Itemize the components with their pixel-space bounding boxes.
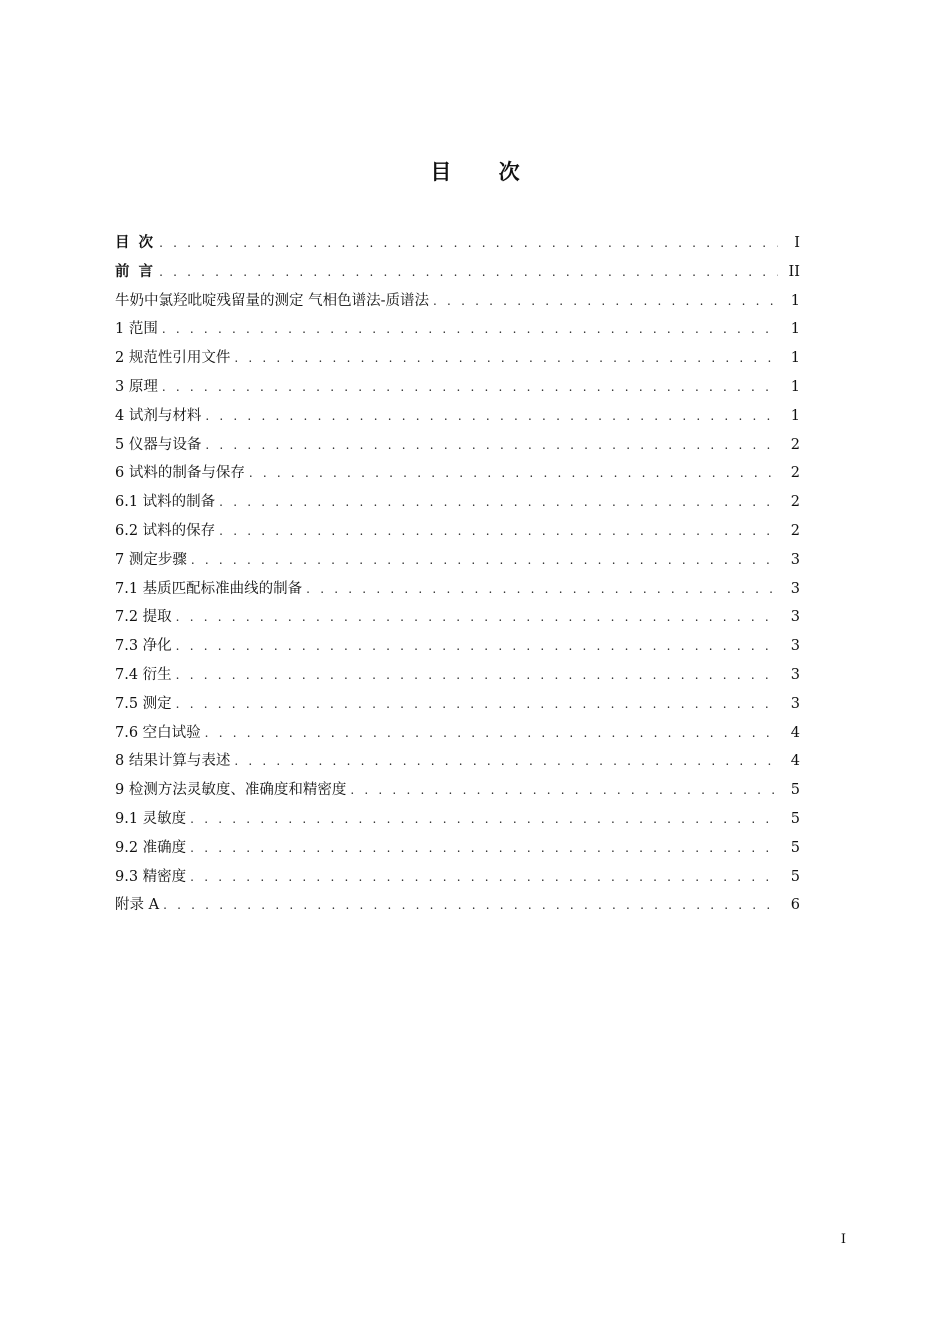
- toc-entry-page: 3: [790, 551, 800, 568]
- toc-dot-leader: [219, 488, 778, 517]
- toc-entry-contents[interactable]: [115, 229, 800, 258]
- toc-entry-label: 9 检测方法灵敏度、准确度和精密度: [115, 776, 346, 805]
- toc-entry-label: 8 结果计算与表述: [115, 747, 230, 776]
- toc-entry-label: 5 仪器与设备: [115, 431, 201, 460]
- toc-dot-leader: [234, 747, 778, 776]
- toc-entry-page: 6: [790, 897, 800, 914]
- toc-entry-7-1[interactable]: [115, 575, 800, 604]
- toc-dot-leader: [191, 546, 778, 575]
- toc-entry-6-1[interactable]: [115, 488, 800, 517]
- toc-entry-label: 目 次: [115, 229, 155, 258]
- toc-entry-9-3[interactable]: [115, 863, 800, 892]
- toc-entry-label: 7.5 测定: [115, 690, 172, 719]
- toc-dot-leader: [306, 575, 778, 604]
- toc-dot-leader: [159, 229, 778, 258]
- toc-entry-label: 4 试剂与材料: [115, 402, 201, 431]
- footer-page-number: I: [840, 1232, 846, 1247]
- toc-entry-page: 2: [790, 465, 800, 482]
- toc-dot-leader: [219, 517, 778, 546]
- toc-dot-leader: [234, 344, 778, 373]
- toc-entry-foreword[interactable]: [115, 258, 800, 287]
- toc-dot-leader: [163, 891, 778, 920]
- toc-entry-page: 3: [790, 580, 800, 597]
- toc-entry-standard-title[interactable]: [115, 287, 800, 316]
- toc-entry-page: 5: [790, 782, 800, 799]
- toc-dot-leader: [205, 431, 778, 460]
- toc-entry-label: 7.4 衍生: [115, 661, 172, 690]
- toc-entry-label: 2 规范性引用文件: [115, 344, 230, 373]
- toc-entry-7[interactable]: [115, 546, 800, 575]
- toc-entry-page: 4: [790, 753, 800, 770]
- toc-entry-page: 1: [790, 378, 800, 395]
- toc-entry-6-2[interactable]: [115, 517, 800, 546]
- toc-entry-page: 5: [790, 839, 800, 856]
- toc-entry-6[interactable]: [115, 459, 800, 488]
- toc-entry-label: 9.3 精密度: [115, 863, 186, 892]
- toc-entry-label: 3 原理: [115, 373, 158, 402]
- toc-entry-label: 牛奶中氯羟吡啶残留量的测定 气相色谱法-质谱法: [115, 287, 429, 316]
- table-of-contents: [115, 229, 800, 920]
- toc-entry-page: I: [794, 235, 800, 251]
- toc-dot-leader: [190, 863, 778, 892]
- toc-entry-page: 5: [790, 868, 800, 885]
- toc-entry-page: 1: [790, 350, 800, 367]
- toc-entry-5[interactable]: [115, 431, 800, 460]
- toc-dot-leader: [433, 287, 778, 316]
- toc-dot-leader: [205, 719, 778, 748]
- toc-dot-leader: [190, 805, 778, 834]
- toc-entry-label: 6.2 试料的保存: [115, 517, 215, 546]
- toc-entry-label: 7.1 基质匹配标准曲线的制备: [115, 575, 302, 604]
- toc-entry-7-3[interactable]: [115, 632, 800, 661]
- toc-entry-9[interactable]: [115, 776, 800, 805]
- toc-entry-9-1[interactable]: [115, 805, 800, 834]
- toc-entry-page: 3: [790, 695, 800, 712]
- toc-entry-page: II: [788, 263, 800, 280]
- toc-entry-7-2[interactable]: [115, 603, 800, 632]
- toc-entry-1[interactable]: [115, 315, 800, 344]
- toc-entry-8[interactable]: [115, 747, 800, 776]
- toc-entry-page: 2: [790, 436, 800, 453]
- toc-entry-page: 4: [790, 724, 800, 741]
- toc-dot-leader: [159, 258, 778, 287]
- toc-entry-page: 2: [790, 494, 800, 511]
- toc-entry-7-4[interactable]: [115, 661, 800, 690]
- toc-entry-label: 6 试料的制备与保存: [115, 459, 245, 488]
- toc-entry-9-2[interactable]: [115, 834, 800, 863]
- toc-entry-page: 1: [790, 321, 800, 338]
- toc-entry-label: 7.3 净化: [115, 632, 172, 661]
- toc-entry-7-6[interactable]: [115, 719, 800, 748]
- page-title: 目 次: [430, 160, 540, 184]
- toc-entry-page: 3: [790, 609, 800, 626]
- toc-entry-label: 7.6 空白试验: [115, 719, 201, 748]
- toc-dot-leader: [176, 661, 778, 690]
- toc-entry-label: 附录 A: [115, 891, 159, 920]
- toc-entry-page: 1: [790, 292, 800, 309]
- toc-dot-leader: [190, 834, 778, 863]
- toc-entry-label: 9.2 准确度: [115, 834, 186, 863]
- toc-dot-leader: [176, 632, 778, 661]
- toc-dot-leader: [162, 373, 778, 402]
- toc-dot-leader: [350, 776, 778, 805]
- toc-entry-3[interactable]: [115, 373, 800, 402]
- toc-dot-leader: [205, 402, 778, 431]
- toc-entry-page: 1: [790, 407, 800, 424]
- toc-dot-leader: [176, 603, 778, 632]
- toc-entry-label: 7.2 提取: [115, 603, 172, 632]
- toc-dot-leader: [249, 459, 778, 488]
- toc-entry-appendix-a[interactable]: [115, 891, 800, 920]
- toc-entry-label: 6.1 试料的制备: [115, 488, 215, 517]
- toc-entry-page: 3: [790, 638, 800, 655]
- toc-dot-leader: [176, 690, 778, 719]
- toc-entry-page: 5: [790, 810, 800, 827]
- toc-entry-label: 前 言: [115, 258, 155, 287]
- toc-entry-7-5[interactable]: [115, 690, 800, 719]
- toc-entry-label: 1 范围: [115, 315, 158, 344]
- toc-dot-leader: [162, 315, 778, 344]
- toc-entry-4[interactable]: [115, 402, 800, 431]
- toc-entry-label: 9.1 灵敏度: [115, 805, 186, 834]
- toc-entry-2[interactable]: [115, 344, 800, 373]
- toc-entry-page: 2: [790, 522, 800, 539]
- toc-entry-label: 7 测定步骤: [115, 546, 187, 575]
- toc-entry-page: 3: [790, 666, 800, 683]
